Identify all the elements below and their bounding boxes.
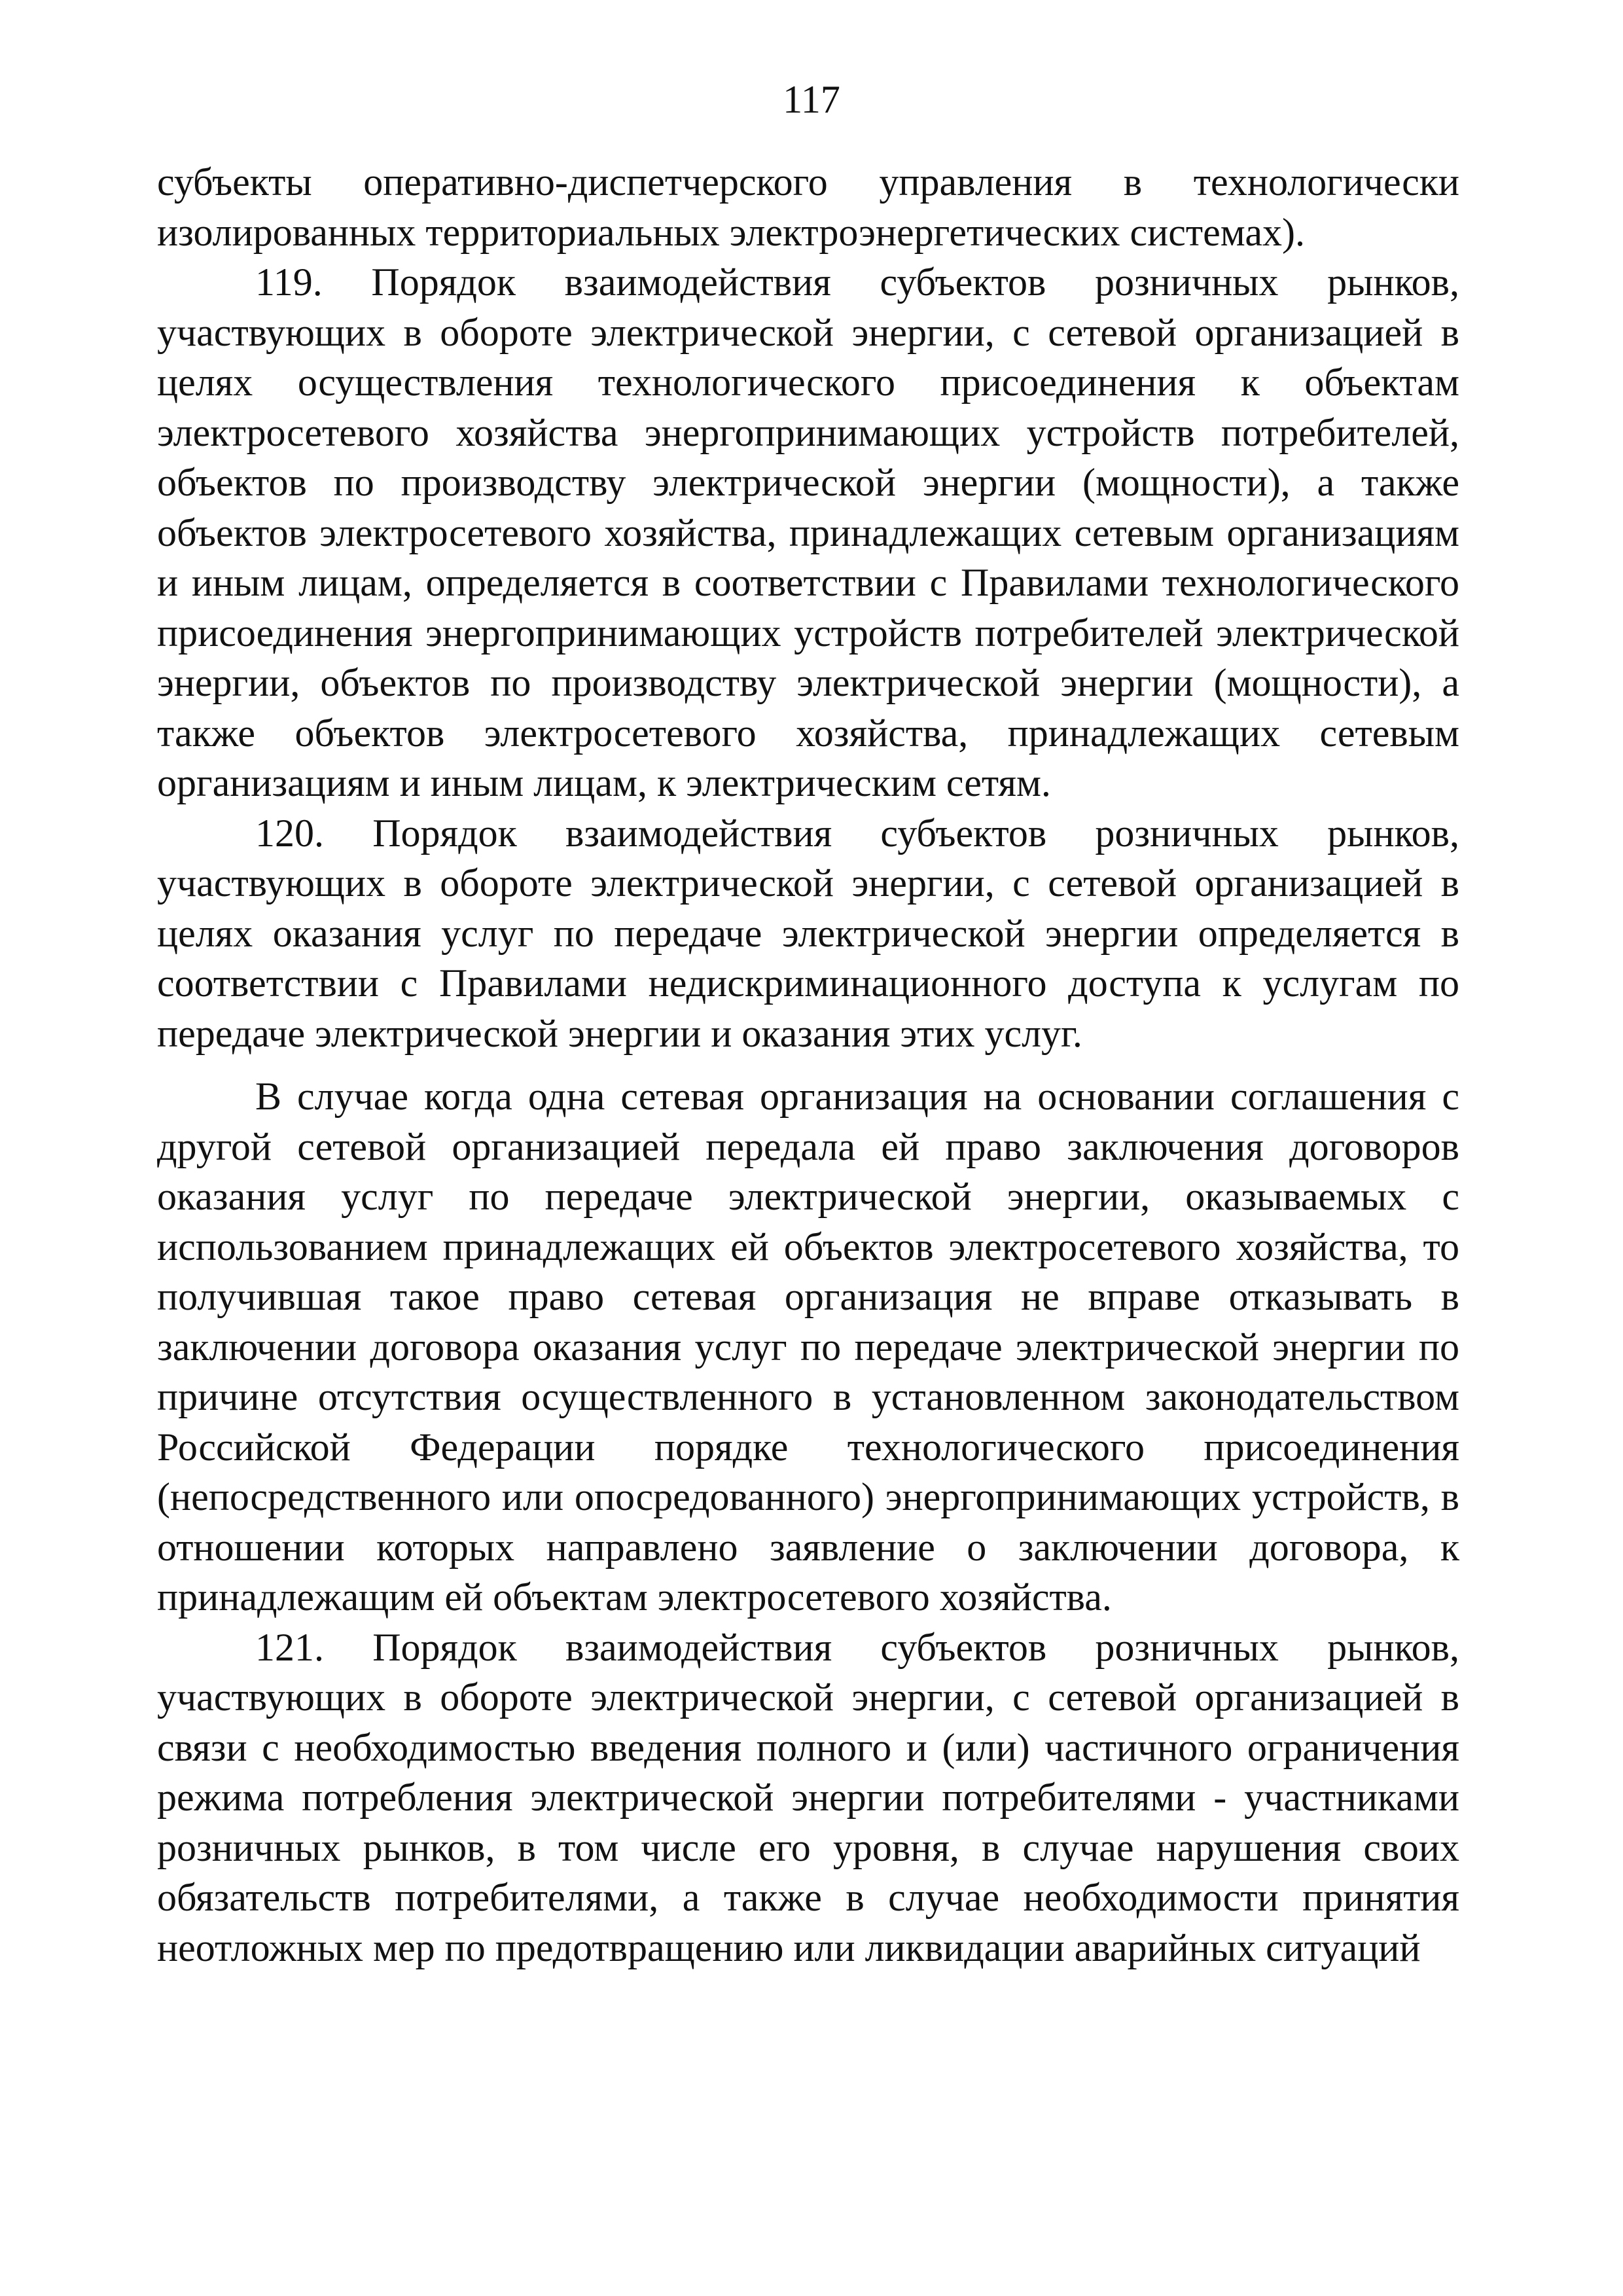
paragraph-119: 119. Порядок взаимодействия субъектов розничных рынков, участвующих в обороте электрической энергии, с сетевой организацией в целях осуществления технологического присоединения к объектам электросетевого хозяйства энергопринимающих устройств потребителей, объектов по производству электрической энергии (мощности), а также объектов электросетевого хозяйства, принадлежащих сетевым организациям и иным лицам, определяется в соответствии с Правилами технологического присоединения энергопринимающих устройств потребителей электрической энергии, объектов по производству электрической энергии (мощности), а также объектов электросетевого хозяйства, принадлежащих сетевым организациям и иным лицам, к электрическим сетям.: [157, 260, 1459, 804]
paragraph-121: 121. Порядок взаимодействия субъектов розничных рынков, участвующих в обороте электрической энергии, с сетевой организацией в связи с необходимостью введения полного и (или) частичного ограничения режима потребления электрической энергии потребителями - участниками розничных рынков, в том числе его уровня, в случае нарушения своих обязательств потребителями, а также в случае необходимости принятия неотложных мер по предотвращению или ликвидации аварийных ситуаций: [157, 1625, 1459, 1969]
paragraph-continuation: субъекты оперативно-диспетчерского управления в технологически изолированных территориальных электроэнергетических системах).: [157, 160, 1459, 254]
page-number: 117: [783, 78, 840, 121]
paragraph-120-part-2: В случае когда одна сетевая организация на основании соглашения с другой сетевой организацией передала ей право заключения договоров оказания услуг по передаче электрической энергии, оказываемых с использованием принадлежащих ей объектов электросетевого хозяйства, то получившая такое право сетевая организация не вправе отказывать в заключении договора оказания услуг по передаче электрической энергии по причине отсутствия осуществленного в установленном законодательством Российской Федерации порядке технологического присоединения (непосредственного или опосредованного) энергопринимающих устройств, в отношении которых направлено заявление о заключении договора, к принадлежащим ей объектам электросетевого хозяйства.: [157, 1075, 1459, 1619]
page-body: [157, 157, 1459, 1973]
paragraph-120: 120. Порядок взаимодействия субъектов розничных рынков, участвующих в обороте электрической энергии, с сетевой организацией в целях оказания услуг по передаче электрической энергии определяется в соответствии с Правилами недискриминационного доступа к услугам по передаче электрической энергии и оказания этих услуг.: [157, 811, 1459, 1055]
